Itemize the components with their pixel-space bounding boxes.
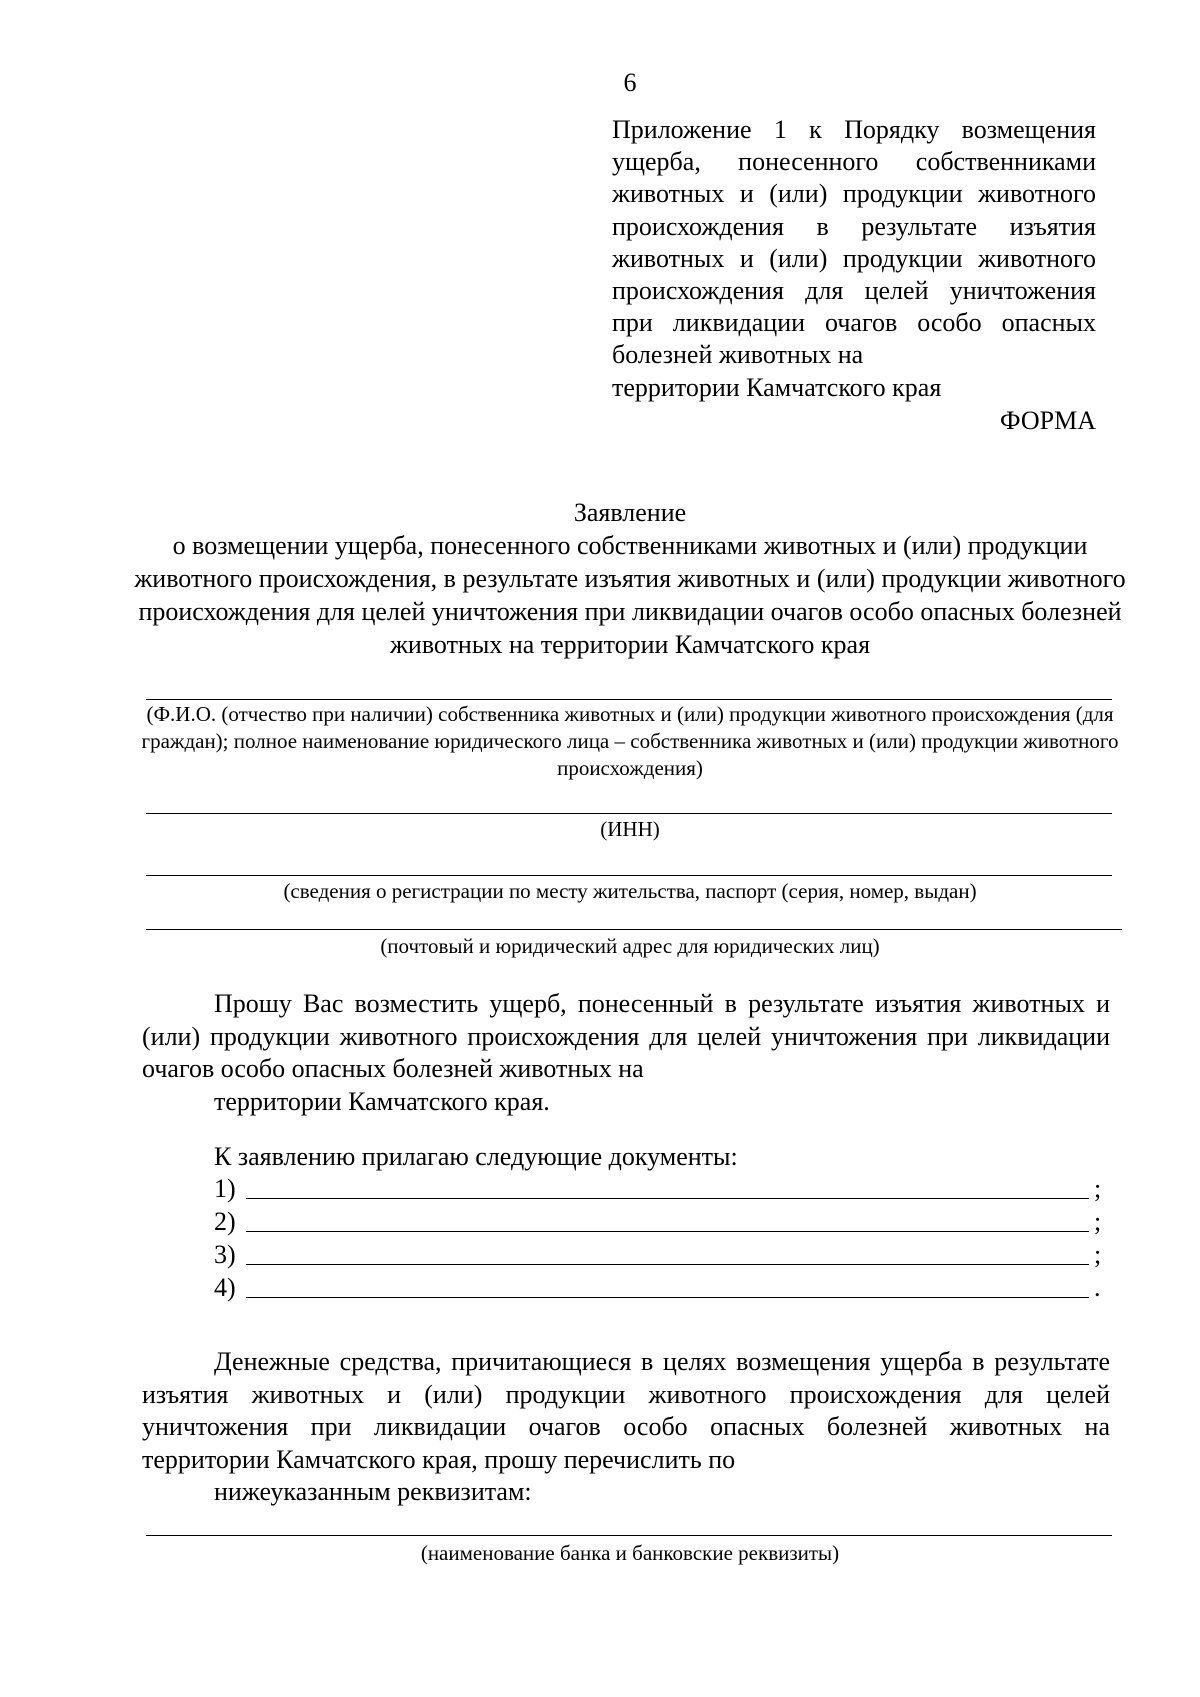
payment-last-line: нижеуказанным реквизитам:	[214, 1477, 532, 1506]
document-item-end: ;	[1094, 1240, 1102, 1269]
document-item-blank[interactable]	[246, 1297, 1089, 1298]
request-last-line: территории Камчатского края.	[214, 1086, 550, 1116]
document-item-blank[interactable]	[246, 1198, 1089, 1199]
address-caption: (почтовый и юридический адрес для юридических лиц)	[380, 934, 880, 958]
page-number: 6	[623, 68, 637, 97]
address-line[interactable]	[146, 929, 1122, 930]
document-item-end: ;	[1094, 1207, 1102, 1236]
document-title: Заявление	[573, 498, 687, 527]
document-item-blank[interactable]	[246, 1231, 1089, 1232]
document-item-end: ;	[1094, 1174, 1102, 1203]
document-item-blank[interactable]	[246, 1264, 1089, 1265]
bank-details-line[interactable]	[146, 1535, 1112, 1536]
document-item-end: .	[1094, 1273, 1101, 1302]
owner-name-line[interactable]	[146, 699, 1112, 700]
registration-line[interactable]	[146, 875, 1112, 876]
request-paragraph	[142, 988, 1110, 1118]
registration-caption: (сведения о регистрации по месту жительства, паспорт (серия, номер, выдан)	[283, 879, 977, 903]
bank-details-caption: (наименование банка и банковские реквизиты)	[420, 1541, 840, 1565]
document-item[interactable]	[214, 1206, 1114, 1238]
inn-caption: (ИНН)	[600, 817, 660, 841]
document-item-number: 3)	[214, 1240, 236, 1269]
appendix-note	[612, 114, 1096, 404]
appendix-last-line: территории Камчатского края	[612, 372, 942, 402]
document-item[interactable]	[214, 1239, 1114, 1271]
document-item-number: 4)	[214, 1273, 236, 1302]
appendix-text: Приложение 1 к Порядку возмещения ущерба, понесенного собственниками животных и (или) продукции животного происхождения в результате изъятия животных и (или) продукции животного происхождения для целей уничтожения при ликвидации очагов особо опасных болезней животных на	[612, 115, 1096, 370]
request-text: Прошу Вас возместить ущерб, понесенный в результате изъятия животных и (или) продукции животного происхождения для целей уничтожения при ликвидации очагов особо опасных болезней животных на	[142, 989, 1110, 1083]
document-subtitle: о возмещении ущерба, понесенного собственниками животных и (или) продукции животного происхождения, в результате изъятия животных и (или) продукции животного происхождения для целей уничтожения при ликвидации очагов особо опасных болезней животных на территории Камчатского края	[134, 531, 1126, 659]
owner-name-caption: (Ф.И.О. (отчество при наличии) собственника животных и (или) продукции животного происхождения (для граждан); полное наименование юридического лица – собственника животных и (или) продукции животного происхождения)	[141, 702, 1119, 780]
payment-text: Денежные средства, причитающиеся в целях возмещения ущерба в результате изъятия животных и (или) продукции животного происхождения для целей уничтожения при ликвидации очагов особо опасных болезней животных на территории Камчатского края, прошу перечислить по	[142, 1347, 1110, 1474]
documents-intro: К заявлению прилагаю следующие документы:	[214, 1142, 738, 1171]
document-item[interactable]	[214, 1272, 1114, 1304]
document-item[interactable]	[214, 1173, 1114, 1205]
form-label: ФОРМА	[1000, 406, 1096, 435]
payment-paragraph	[142, 1346, 1110, 1509]
document-item-number: 1)	[214, 1174, 236, 1203]
inn-line[interactable]	[146, 813, 1112, 814]
document-item-number: 2)	[214, 1207, 236, 1236]
